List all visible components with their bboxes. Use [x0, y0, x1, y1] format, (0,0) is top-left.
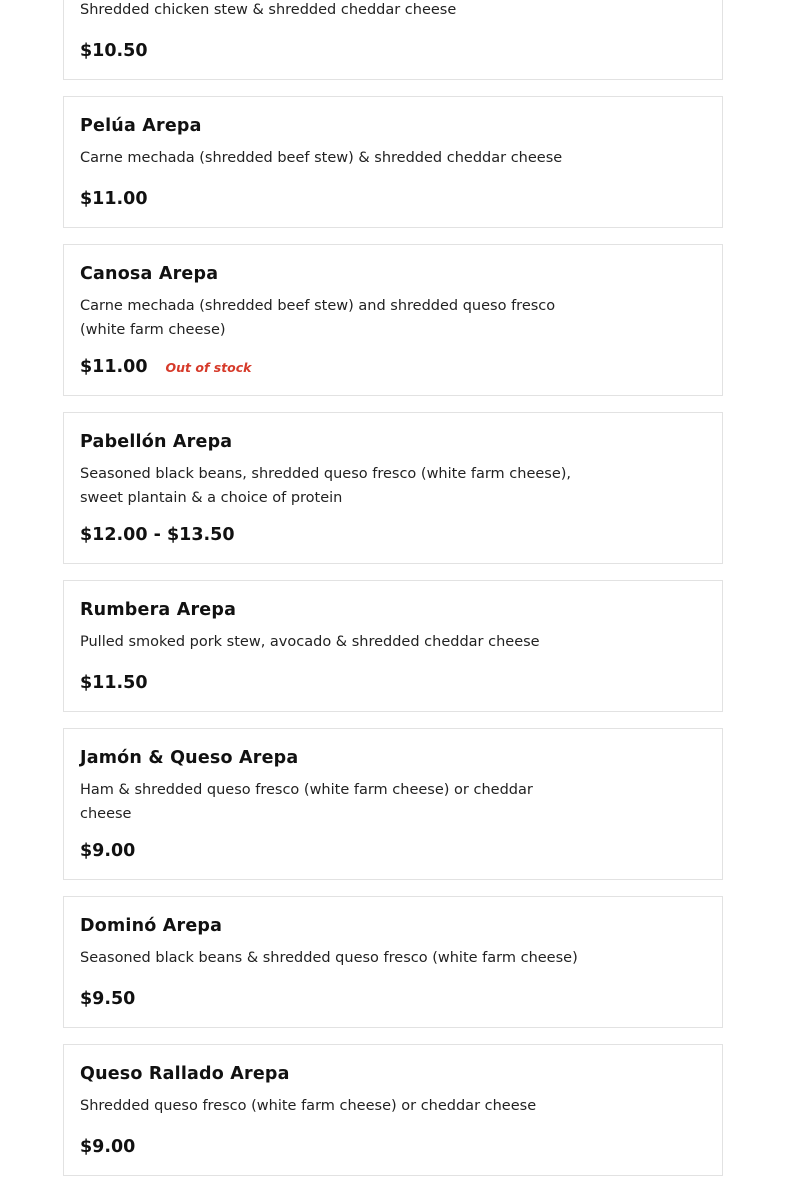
price-row [80, 841, 135, 861]
item-price: $11.50 [80, 673, 148, 693]
item-price: $11.00 [80, 357, 148, 377]
price-row [80, 673, 148, 693]
price-row [80, 357, 252, 377]
item-name: Dominó Arepa [80, 916, 223, 936]
price-row [80, 989, 135, 1009]
item-name: Canosa Arepa [80, 264, 219, 284]
item-name: Rumbera Arepa [80, 600, 237, 620]
item-description: Seasoned black beans, shredded queso fresco (white farm cheese), sweet plantain & a choice of protein [80, 466, 572, 506]
price-row [80, 189, 148, 209]
item-price: $12.00 - $13.50 [80, 525, 235, 545]
item-description: Carne mechada (shredded beef stew) & shredded cheddar cheese [80, 150, 563, 166]
item-description: Shredded queso fresco (white farm cheese) or cheddar cheese [80, 1098, 537, 1114]
item-price: $9.00 [80, 841, 136, 861]
menu-item-list [63, 0, 723, 1192]
item-price: $9.00 [80, 1137, 136, 1157]
menu-item-card-canosa[interactable] [63, 244, 723, 396]
item-price: $10.50 [80, 41, 148, 61]
menu-item-card-queso-rallado[interactable] [63, 1044, 723, 1176]
menu-item-card-domino[interactable] [63, 896, 723, 1028]
item-name: Queso Rallado Arepa [80, 1064, 290, 1084]
price-row [80, 525, 235, 545]
menu-item-card-pelua[interactable] [63, 96, 723, 228]
out-of-stock-label: Out of stock [165, 360, 252, 375]
menu-item-card-jamon-queso[interactable] [63, 728, 723, 880]
item-price: $11.00 [80, 189, 148, 209]
item-description: Seasoned black beans & shredded queso fresco (white farm cheese) [80, 950, 578, 966]
price-row [80, 1137, 135, 1157]
item-description: Ham & shredded queso fresco (white farm cheese) or cheddar cheese [80, 782, 533, 822]
item-description: Pulled smoked pork stew, avocado & shredded cheddar cheese [80, 634, 540, 650]
menu-item-card-rumbera[interactable] [63, 580, 723, 712]
item-name: Jamón & Queso Arepa [80, 748, 299, 768]
menu-item-card-pabellon[interactable] [63, 412, 723, 564]
price-row [80, 41, 148, 61]
item-name: Pabellón Arepa [80, 432, 233, 452]
item-name: Pelúa Arepa [80, 116, 202, 136]
item-price: $9.50 [80, 989, 136, 1009]
item-description: Carne mechada (shredded beef stew) and shredded queso fresco (white farm cheese) [80, 298, 556, 338]
menu-item-card-catira[interactable] [63, 0, 723, 80]
item-description: Shredded chicken stew & shredded cheddar cheese [80, 2, 457, 18]
